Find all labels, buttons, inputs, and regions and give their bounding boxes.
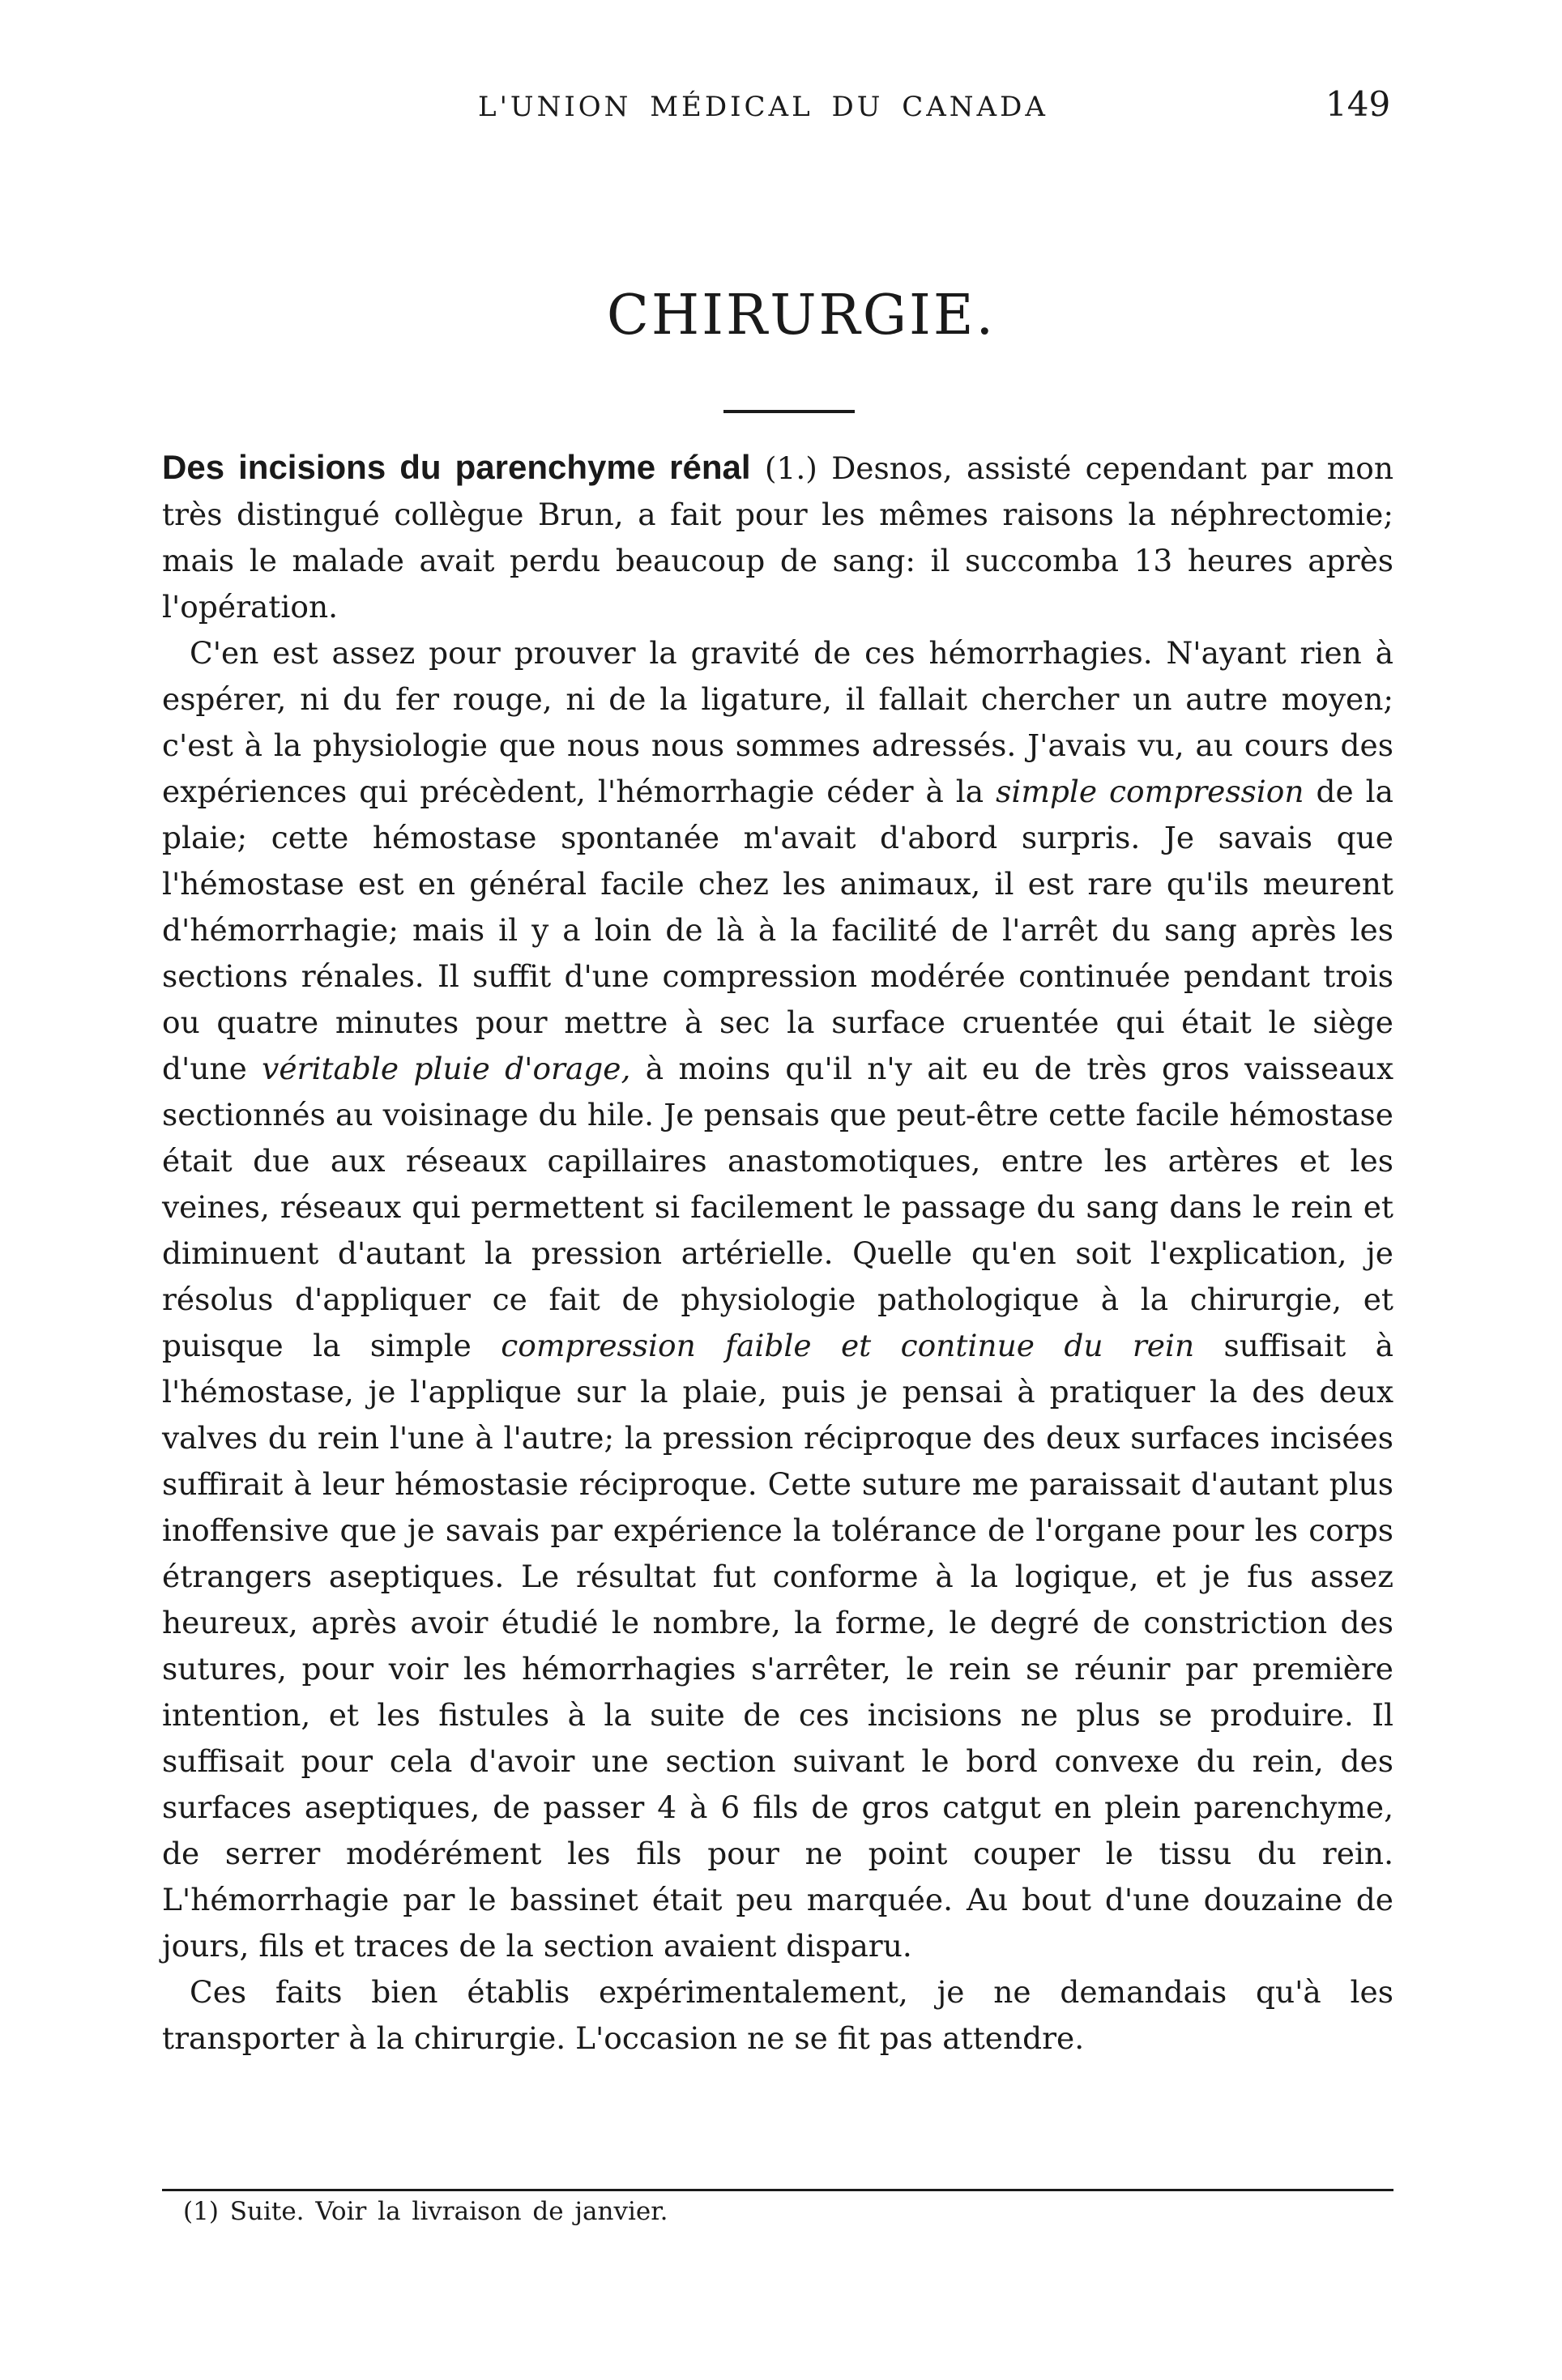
- article-heading: Des incisions du parenchyme rénal: [162, 448, 751, 486]
- page-number: 149: [1325, 84, 1391, 124]
- italic-compression-faible: compression faible et continue du rein: [501, 1328, 1195, 1363]
- title-divider: [723, 410, 855, 413]
- section-title: CHIRURGIE.: [606, 284, 997, 348]
- paragraph-3: [162, 1969, 1393, 2062]
- footnote: (1) Suite. Voir la livraison de janvier.: [183, 2197, 668, 2226]
- italic-simple-compression: simple compression: [996, 774, 1304, 809]
- paragraph-2-part-a: C'en est assez pour prouver la gravité de ces hémorrhagies. N'ayant rien à espérer, ni du fer rouge, ni de la ligature, il fallait chercher un autre moyen; c'est à la physiologie que nous nous sommes adressés. J'avais vu, au cours des expériences qui précèdent, l'hémorrhagie céder à la: [162, 635, 1393, 809]
- paragraph-3-text: Ces faits bien établis expérimentalement, je ne demandais qu'à les transporter à la chirurgie. L'occasion ne se fit pas attendre.: [162, 1974, 1393, 2056]
- paragraph-2: [162, 630, 1393, 1969]
- paragraph-1-text: (1.) Desnos, assisté cependant par mon très distingué collègue Brun, a fait pour les mêmes raisons la néphrectomie; mais le malade avait perdu beaucoup de sang: il succomba 13 heures après l'opération.: [162, 450, 1393, 625]
- paragraph-1: [162, 444, 1393, 630]
- article-body: [162, 444, 1393, 2062]
- paragraph-2-part-d: suffisait à l'hémostase, je l'applique sur la plaie, puis je pensai à pratiquer la des deux valves du rein l'une à l'autre; la pression réciproque des deux surfaces incisées suffirait à leur hémostasie réciproque. Cette suture me paraissait d'autant plus inoffensive que je savais par expérience la tolérance de l'organe pour les corps étrangers aseptiques. Le résultat fut conforme à la logique, et je fus assez heureux, après avoir étudié le nombre, la forme, le degré de constriction des sutures, pour voir les hémorrhagies s'arrêter, le rein se réunir par première intention, et les fistules à la suite de ces incisions ne plus se produire. Il suffisait pour cela d'avoir une section suivant le bord convexe du rein, des surfaces aseptiques, de passer 4 à 6 fils de gros catgut en plein parenchyme, de serrer modérément les fils pour ne point couper le tissu du rein. L'hémorrhagie par le bassinet était peu marquée. Au bout d'une douzaine de jours, fils et traces de la section avaient disparu.: [162, 1328, 1393, 1964]
- running-head: L'UNION MÉDICAL DU CANADA: [478, 91, 1048, 123]
- paragraph-2-part-c: à moins qu'il n'y ait eu de très gros vaisseaux sectionnés au voisinage du hile. Je pensais que peut-être cette facile hémostase était due aux réseaux capillaires anastomotiques, entre les artères et les veines, réseaux qui permettent si facilement le passage du sang dans le rein et diminuent d'autant la pression artérielle. Quelle qu'en soit l'explication, je résolus d'appliquer ce fait de physiologie pathologique à la chirurgie, et puisque la simple: [162, 1051, 1393, 1363]
- footnote-divider: [162, 2189, 1393, 2191]
- italic-veritable-pluie: véritable pluie d'orage,: [262, 1051, 631, 1086]
- paragraph-2-part-b: de la plaie; cette hémostase spontanée m'avait d'abord surpris. Je savais que l'hémostase est en général facile chez les animaux, il est rare qu'ils meurent d'hémorrhagie; mais il y a loin de là à la facilité de l'arrêt du sang après les sections rénales. Il suffit d'une compression modérée continuée pendant trois ou quatre minutes pour mettre à sec la surface cruentée qui était le siège d'une: [162, 774, 1393, 1086]
